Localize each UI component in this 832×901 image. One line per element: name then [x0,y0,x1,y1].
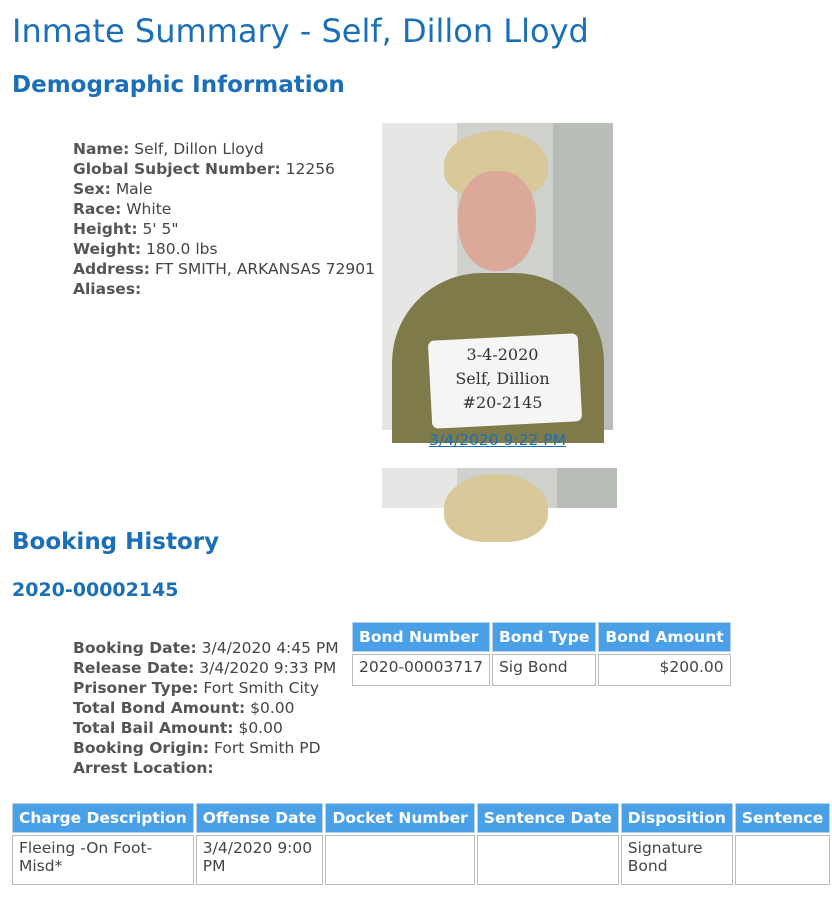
name-row [73,139,375,159]
release-date-row [73,658,339,678]
field-label: Sex: [73,180,111,198]
booking-number: 2020-00002145 [12,579,179,601]
sentence-header: Sentence [735,803,830,833]
bond-number-header: Bond Number [352,622,490,652]
field-value: 5' 5" [142,220,179,238]
address-row [73,259,375,279]
height-row [73,219,375,239]
docket-number-header: Docket Number [325,803,474,833]
charge-description-header: Charge Description [12,803,194,833]
charges-header-row [12,803,830,833]
race-row [73,199,375,219]
sex-row [73,179,375,199]
field-label: Race: [73,200,122,218]
field-value: Male [115,180,153,198]
sentence-date-cell [477,835,619,885]
field-label: Release Date: [73,659,195,677]
bond-header-row [352,622,731,652]
field-value: 12256 [285,160,335,178]
sentence-cell [735,835,830,885]
bond-table [350,620,733,688]
board-name: Self, Dillion [455,369,550,388]
field-label: Total Bail Amount: [73,719,234,737]
field-value: 3/4/2020 9:33 PM [199,659,337,677]
docket-number-cell [325,835,474,885]
field-value: 180.0 lbs [146,240,218,258]
board-date: 3-4-2020 [466,345,539,364]
charges-table [10,801,832,887]
booking-date-row [73,638,339,658]
field-label: Booking Origin: [73,739,210,757]
booking-origin-row [73,738,339,758]
aliases-row [73,279,375,299]
field-value: FT SMITH, ARKANSAS 72901 [154,260,376,278]
board-number: #20-2145 [462,393,543,412]
bond-amount-cell: $200.00 [598,654,730,686]
mugshot-photo-2[interactable] [382,468,617,508]
booking-history-heading: Booking History [12,529,220,555]
field-value: Fort Smith City [203,679,320,697]
field-value: $0.00 [238,719,283,737]
total-bail-row [73,718,339,738]
prisoner-type-row [73,678,339,698]
table-row [352,654,731,686]
sentence-date-header: Sentence Date [477,803,619,833]
field-label: Arrest Location: [73,759,214,777]
bond-amount-header: Bond Amount [598,622,730,652]
subject-number-row [73,159,375,179]
demographics-info [73,139,375,299]
field-value: $0.00 [250,699,295,717]
field-value: 3/4/2020 4:45 PM [201,639,339,657]
field-value: White [126,200,172,218]
weight-row [73,239,375,259]
field-label: Name: [73,140,130,158]
demographics-heading: Demographic Information [12,72,345,98]
mugshot-photo[interactable] [382,123,613,430]
page-title: Inmate Summary - Self, Dillon Lloyd [12,12,589,50]
field-label: Global Subject Number: [73,160,281,178]
bond-type-cell: Sig Bond [492,654,596,686]
offense-date-header: Offense Date [196,803,324,833]
field-label: Booking Date: [73,639,197,657]
field-label: Aliases: [73,280,142,298]
charge-description-cell: Fleeing -On Foot-Misd* [12,835,194,885]
disposition-header: Disposition [621,803,733,833]
field-value: Fort Smith PD [213,739,321,757]
field-label: Height: [73,220,138,238]
bond-type-header: Bond Type [492,622,596,652]
offense-date-cell: 3/4/2020 9:00 PM [196,835,324,885]
total-bond-row [73,698,339,718]
disposition-cell: Signature Bond [621,835,733,885]
field-value: Self, Dillon Lloyd [134,140,264,158]
table-row [12,835,830,885]
arrest-location-row [73,758,339,778]
field-label: Total Bond Amount: [73,699,246,717]
field-label: Weight: [73,240,142,258]
bond-number-cell: 2020-00003717 [352,654,490,686]
photo-date-link[interactable]: 3/4/2020 9:22 PM [429,431,566,449]
booking-info [73,638,339,778]
field-label: Address: [73,260,150,278]
field-label: Prisoner Type: [73,679,199,697]
